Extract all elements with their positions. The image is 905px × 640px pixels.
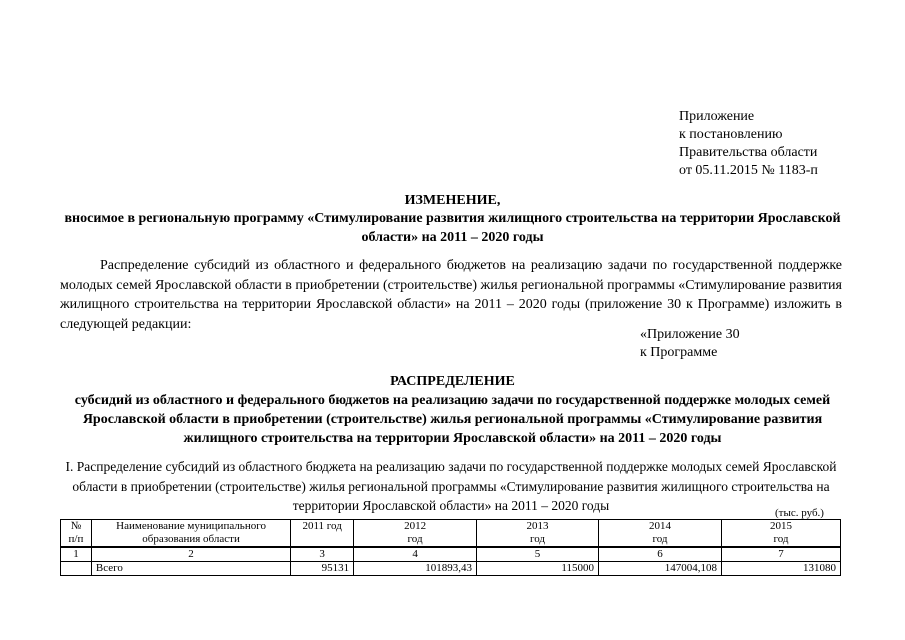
annex-line: Правительства области bbox=[679, 145, 818, 160]
unit-label: (тыс. руб.) bbox=[775, 507, 824, 519]
intro-paragraph: Распределение субсидий из областного и федерального бюджетов на реализацию задачи по государственной поддержке молодых семей Ярославской области в приобретении (строительстве) жилья региональной программы «Стимулирование развития жилищного строительства на территории Ярославской области» на 2011 – 2020 годы (приложение 30 к Программе) изложить в следующей редакции: bbox=[60, 258, 842, 332]
column-number-cell: 5 bbox=[477, 547, 599, 562]
table-header-cell: 2013 год bbox=[477, 520, 599, 548]
total-value-2013: 115000 bbox=[477, 562, 599, 576]
annex30-line: к Программе bbox=[640, 345, 718, 360]
table-header-cell: 2011 год bbox=[291, 520, 354, 548]
annex30-header bbox=[640, 326, 740, 362]
annex-line: Приложение bbox=[679, 109, 755, 124]
annex30-line: «Приложение 30 bbox=[640, 327, 740, 342]
document-title: ИЗМЕНЕНИЕ, bbox=[404, 193, 501, 208]
subsidy-table bbox=[60, 519, 841, 576]
column-number-cell: 7 bbox=[721, 547, 840, 562]
section-title: РАСПРЕДЕЛЕНИЕ bbox=[390, 374, 515, 389]
part1-heading: I. Распределение субсидий из областного бюджета на реализацию задачи по государственной поддержке молодых семей Ярославской области в приобретении (строительстве) жилья региональной программы «Стимулирование развития жилищного строительства на территории Ярославской области» на 2011 – 2020 годы bbox=[65, 459, 837, 513]
column-number-cell: 3 bbox=[291, 547, 354, 562]
table-header-cell: 2014 год bbox=[599, 520, 722, 548]
column-number-cell: 4 bbox=[354, 547, 477, 562]
table-cell bbox=[61, 562, 92, 576]
column-number-cell: 2 bbox=[91, 547, 290, 562]
document-subtitle: вносимое в региональную программу «Стимулирование развития жилищного строительства на территории Ярославской области» на 2011 – 2020 годы bbox=[64, 211, 841, 245]
table-header-cell: 2015 год bbox=[721, 520, 840, 548]
total-value-2015: 131080 bbox=[721, 562, 840, 576]
total-value-2014: 147004,108 bbox=[599, 562, 722, 576]
table-header-cell: 2012 год bbox=[354, 520, 477, 548]
column-number-cell: 1 bbox=[61, 547, 92, 562]
table-header-row bbox=[61, 520, 841, 548]
total-value-2011: 95131 bbox=[291, 562, 354, 576]
annex-line: к постановлению bbox=[679, 127, 783, 142]
total-value-2012: 101893,43 bbox=[354, 562, 477, 576]
section-subtitle: субсидий из областного и федерального бюджетов на реализацию задачи по государственной поддержке молодых семей Ярославской области в приобретении (строительстве) жилья региональной программы «Стимулирование развития жилищного строительства на территории Ярославской области» на 2011 – 2020 годы bbox=[74, 393, 831, 446]
table-header-cell: № п/п bbox=[61, 520, 92, 548]
column-number-cell: 6 bbox=[599, 547, 722, 562]
annex-line: от 05.11.2015 № 1183-п bbox=[679, 163, 818, 178]
total-label-cell: Всего bbox=[91, 562, 290, 576]
annex-header bbox=[679, 108, 818, 180]
table-header-cell: Наименование муниципального образования области bbox=[91, 520, 290, 548]
table-row-column-numbers bbox=[61, 547, 841, 562]
table-row-total bbox=[61, 562, 841, 576]
